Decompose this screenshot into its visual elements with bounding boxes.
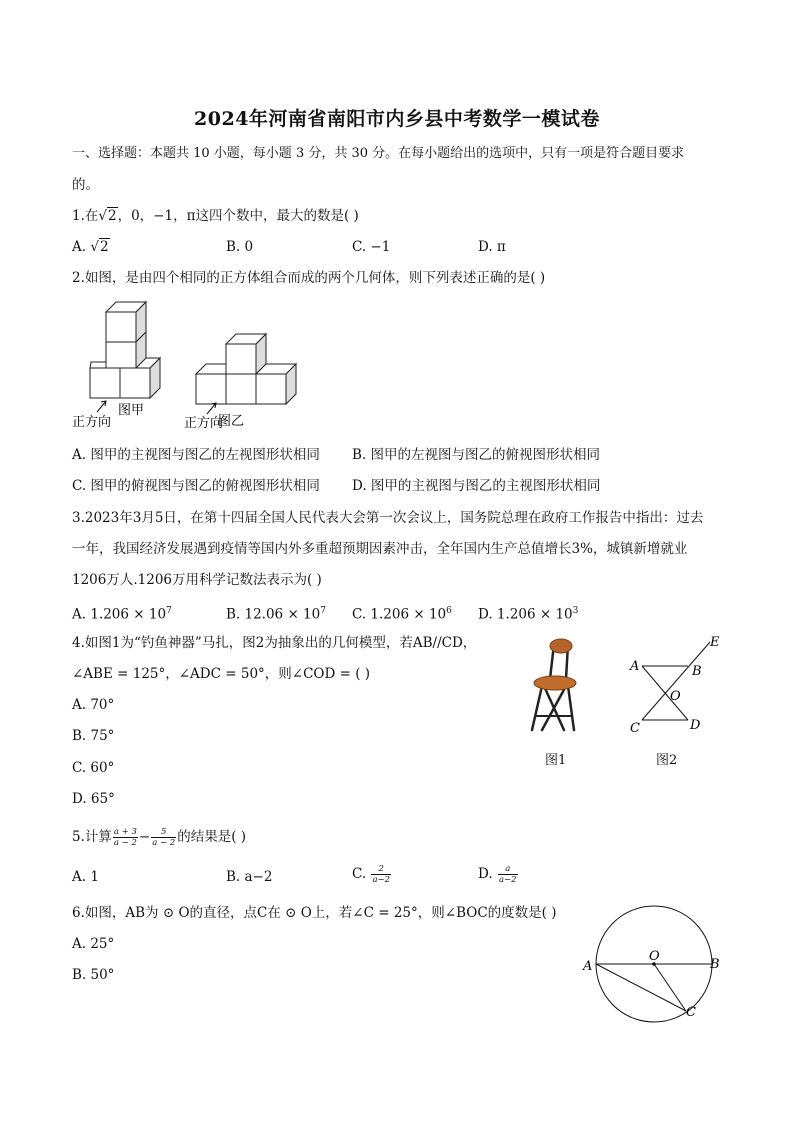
exam-title: 2024年河南省南阳市内乡县中考数学一模试卷 — [194, 108, 600, 130]
q3-option-b-base: B. 12.06 × 10 — [226, 606, 321, 623]
q2-option-b: B. 图甲的左视图与图乙的俯视图形状相同 — [352, 447, 601, 463]
q1-option-a-label: A. — [72, 239, 87, 255]
q5-option-d-label: D. — [478, 866, 493, 882]
q1-option-a-sqrt-arg: 2 — [99, 239, 109, 255]
q2-fig2-direction: 正方向 — [184, 416, 224, 431]
q4-option-a: A. 70° — [72, 697, 115, 713]
q2-option-d: D. 图甲的主视图与图乙的主视图形状相同 — [352, 478, 601, 494]
q2-fig2-label: 图乙 — [218, 414, 245, 429]
q2-option-c: C. 图甲的俯视图与图乙的俯视图形状相同 — [72, 478, 320, 494]
q6-point-b: B — [710, 957, 720, 972]
q5-option-c — [352, 862, 392, 886]
q5-option-c-den: a−2 — [372, 875, 391, 885]
q4-option-c: C. 60° — [72, 760, 115, 776]
q1-stem — [72, 207, 359, 225]
q3-option-d — [478, 602, 578, 624]
q1-option-b: B. 0 — [226, 239, 254, 255]
q4-stem-line1: 4.如图1为“钓鱼神器”马扎，图2为抽象出的几何模型，若AB//CD， — [72, 635, 477, 651]
q3-option-d-exp: 3 — [572, 606, 579, 616]
q2-figure — [66, 296, 316, 436]
q1-sqrt-arg: 2 — [108, 208, 117, 224]
q5-fraction-1-den: a − 2 — [113, 838, 137, 848]
section1-instructions-line2: 的。 — [72, 177, 99, 193]
q3-stem-line1: 3.2023年3月5日，在第十四届全国人民代表大会第一次会议上，国务院总理在政府工作报告中指出：过去 — [72, 510, 704, 526]
q6-option-a: A. 25° — [72, 936, 115, 952]
q1-prefix: 1.在 — [72, 208, 99, 224]
q5-option-d-num: a — [498, 864, 518, 875]
q4-point-e: E — [710, 635, 720, 650]
q4-point-a: A — [630, 659, 640, 674]
q3-option-c — [352, 602, 452, 624]
q5-fraction-2-num: 5 — [151, 827, 176, 838]
q4-point-c: C — [630, 721, 640, 736]
q5-prefix: 5.计算 — [72, 829, 112, 845]
q1-option-a: A. √2 — [72, 239, 109, 255]
q4-point-d: D — [690, 718, 701, 733]
q2-fig1-direction: 正方向 — [72, 415, 112, 430]
q2-option-a: A. 图甲的主视图与图乙的左视图形状相同 — [72, 447, 320, 463]
q6-point-c: C — [686, 1005, 696, 1020]
q3-option-a — [72, 602, 172, 624]
q4-stem-line2: ∠ABE = 125°，∠ADC = 50°，则∠COD = ( ) — [72, 666, 371, 682]
q5-fraction-2 — [151, 827, 176, 848]
q1-option-d: D. π — [478, 239, 506, 255]
q4-point-b: B — [692, 664, 702, 679]
q3-option-b-exp: 7 — [320, 606, 326, 616]
section1-instructions-line1: 一、选择题：本题共 10 小题，每小题 3 分，共 30 分。在每小题给出的选项中，只有一项是符合题目要求 — [72, 146, 685, 161]
q3-option-b — [226, 602, 326, 624]
q5-minus: − — [138, 829, 151, 845]
q4-fig2-label: 图2 — [656, 753, 678, 768]
q5-option-a: A. 1 — [72, 869, 99, 885]
q6-stem: 6.如图，AB为 ⊙ O的直径，点C在 ⊙ O上，若∠C = 25°，则∠BOC的度数是( ) — [72, 905, 557, 921]
q6-point-o: O — [649, 949, 660, 964]
q5-option-d-den: a−2 — [498, 875, 517, 885]
q1-sqrt: √2 — [98, 208, 117, 224]
q5-fraction-1 — [113, 827, 138, 848]
q3-option-c-base: C. 1.206 × 10 — [352, 606, 447, 623]
q4-fig1-label: 图1 — [545, 753, 567, 768]
q5-option-c-num: 2 — [371, 864, 391, 875]
q6-circle-figure — [578, 900, 728, 1030]
q2-fig1-label: 图甲 — [118, 403, 145, 418]
q4-option-d: D. 65° — [72, 791, 115, 807]
q4-point-o: O — [670, 689, 681, 704]
q3-option-a-exp: 7 — [166, 606, 172, 616]
q3-option-d-base: D. 1.206 × 10 — [478, 606, 573, 623]
q5-option-c-label: C. — [352, 866, 367, 882]
q1-option-c: C. −1 — [352, 239, 391, 255]
q5-fraction-1-num: a + 3 — [113, 827, 137, 837]
q4-option-b: B. 75° — [72, 728, 115, 744]
q1-rest: ，0，−1，π这四个数中，最大的数是( ) — [117, 208, 359, 224]
q5-option-c-fraction — [371, 864, 391, 885]
q3-option-c-exp: 6 — [446, 606, 452, 616]
q5-option-b: B. a−2 — [226, 869, 273, 885]
q3-stem-line2: 一年，我国经济发展遇到疫情等国内外多重超预期因素冲击，全年国内生产总值增长3%，城镇新增就业 — [72, 541, 688, 557]
q4-chair-illustration — [520, 634, 590, 734]
q5-option-d — [478, 862, 519, 886]
q6-point-a: A — [583, 959, 593, 974]
q5-stem — [72, 825, 246, 849]
q5-suffix: 的结果是( ) — [177, 829, 247, 845]
q5-fraction-2-den: a − 2 — [152, 838, 176, 848]
q3-stem-line3: 1206万人.1206万用科学记数法表示为( ) — [72, 572, 322, 588]
q6-option-b: B. 50° — [72, 967, 115, 983]
q5-option-d-fraction — [498, 864, 518, 885]
q3-option-a-base: A. 1.206 × 10 — [72, 606, 167, 623]
q2-stem: 2.如图，是由四个相同的正方体组合而成的两个几何体，则下列表述正确的是( ) — [72, 270, 546, 286]
q4-geometry-model — [622, 632, 732, 742]
